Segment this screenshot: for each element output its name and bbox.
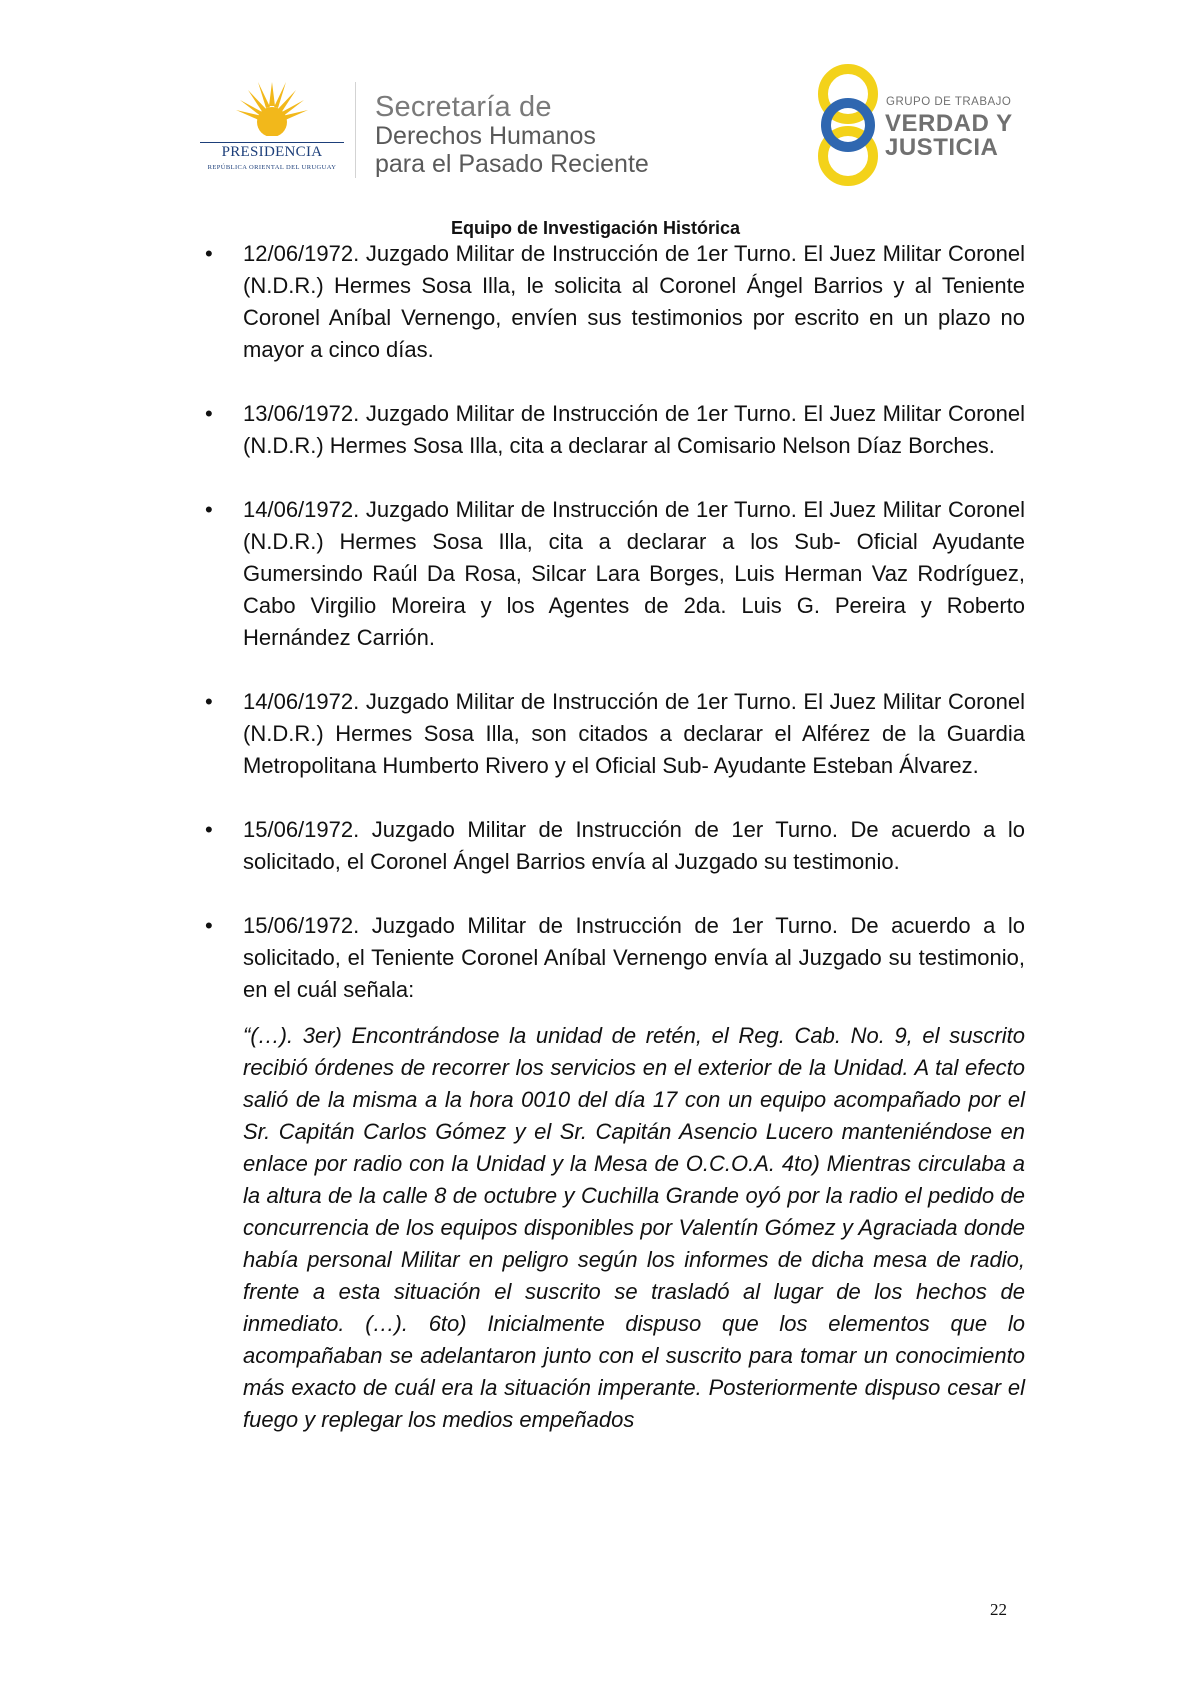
entry-text: 14/06/1972. Juzgado Militar de Instrucción de 1er Turno. El Juez Militar Coronel (N.D.R.) Hermes Sosa Illa, son citados a declarar el Alférez de la Guardia Metropolitana Humberto Rivero y el Oficial Sub- Ayudante Esteban Álvarez. — [243, 689, 1025, 778]
presidencia-logo — [196, 80, 348, 180]
list-item — [205, 686, 1025, 782]
secretaria-line-3: para el Pasado Reciente — [375, 150, 649, 178]
secretaria-line-1: Secretaría de — [375, 91, 552, 123]
secretaria-line-2: Derechos Humanos — [375, 122, 596, 150]
list-item — [205, 494, 1025, 654]
verdad-label: VERDAD Y — [885, 110, 1013, 137]
bullet-icon: • — [205, 401, 213, 426]
entry-text: 12/06/1972. Juzgado Militar de Instrucción de 1er Turno. El Juez Militar Coronel (N.D.R.) Hermes Sosa Illa, le solicita al Coronel Ángel Barrios y al Teniente Coronel Aníbal Vernengo, envíen sus testimonios por escrito en un plazo no mayor a cinco días. — [243, 241, 1025, 362]
bullet-icon: • — [205, 241, 213, 266]
team-title: Equipo de Investigación Histórica — [450, 218, 741, 238]
list-item — [205, 814, 1025, 878]
list-item — [205, 910, 1025, 1006]
page-number: 22 — [990, 1600, 1007, 1619]
document-body — [205, 238, 1025, 1436]
bullet-icon: • — [205, 497, 213, 522]
entry-text: 14/06/1972. Juzgado Militar de Instrucción de 1er Turno. El Juez Militar Coronel (N.D.R.) Hermes Sosa Illa, cita a declarar a los Sub- Oficial Ayudante Gumersindo Raúl Da Rosa, Silcar Lara Borges, Luis Herman Vaz Rodríguez, Cabo Virgilio Moreira y los Agentes de 2da. Luis G. Pereira y Roberto Hernández Carrión. — [243, 497, 1025, 650]
presidencia-rule — [200, 142, 344, 143]
linked-rings-icon — [810, 62, 886, 188]
entry-text: 15/06/1972. Juzgado Militar de Instrucción de 1er Turno. De acuerdo a lo solicitado, el Teniente Coronel Aníbal Vernengo envía al Juzgado su testimonio, en el cuál señala: — [243, 913, 1025, 1002]
secretaria-logo-text — [375, 92, 649, 178]
list-item — [205, 398, 1025, 462]
grupo-label: GRUPO DE TRABAJO — [886, 96, 1012, 108]
entry-text: 15/06/1972. Juzgado Militar de Instrucción de 1er Turno. De acuerdo a lo solicitado, el Coronel Ángel Barrios envía al Juzgado su testimonio. — [243, 817, 1025, 874]
justicia-label: JUSTICIA — [885, 134, 999, 161]
presidencia-subtitle: REPÚBLICA ORIENTAL DEL URUGUAY — [207, 164, 337, 171]
entry-text: 13/06/1972. Juzgado Militar de Instrucción de 1er Turno. El Juez Militar Coronel (N.D.R.) Hermes Sosa Illa, cita a declarar al Comisario Nelson Díaz Borches. — [243, 401, 1025, 458]
list-item — [205, 238, 1025, 366]
bullet-icon: • — [205, 689, 213, 714]
bullet-icon: • — [205, 913, 213, 938]
testimony-quote: “(…). 3er) Encontrándose la unidad de retén, el Reg. Cab. No. 9, el suscrito recibió órdenes de recorrer los servicios en el exterior de la Unidad. A tal efecto salió de la misma a la hora 0010 del día 17 con un equipo acompañado por el Sr. Capitán Carlos Gómez y el Sr. Capitán Asencio Lucero manteniéndose en enlace por radio con la Unidad y la Mesa de O.C.O.A. 4to) Mientras circulaba a la altura de la calle 8 de octubre y Cuchilla Grande oyó por la radio el pedido de concurrencia de los equipos disponibles por Valentín Gómez y Agraciada donde había personal Militar en peligro según los informes de dicha mesa de radio, frente a esta situación el suscrito se trasladó al lugar de los hechos de inmediato. (…). 6to) Inicialmente dispuso que los elementos que lo acompañaban se adelantaron junto con el suscrito para tomar un conocimiento más exacto de cuál era la situación imperante. Posteriormente dispuso cesar el fuego y replegar los medios empeñados — [243, 1023, 1025, 1432]
page-header — [0, 0, 1191, 238]
sun-emblem-icon — [234, 80, 310, 144]
header-divider — [355, 82, 356, 178]
bullet-icon: • — [205, 817, 213, 842]
grupo-verdad-justicia-logo — [810, 62, 1030, 188]
presidencia-title: PRESIDENCIA — [221, 144, 323, 160]
